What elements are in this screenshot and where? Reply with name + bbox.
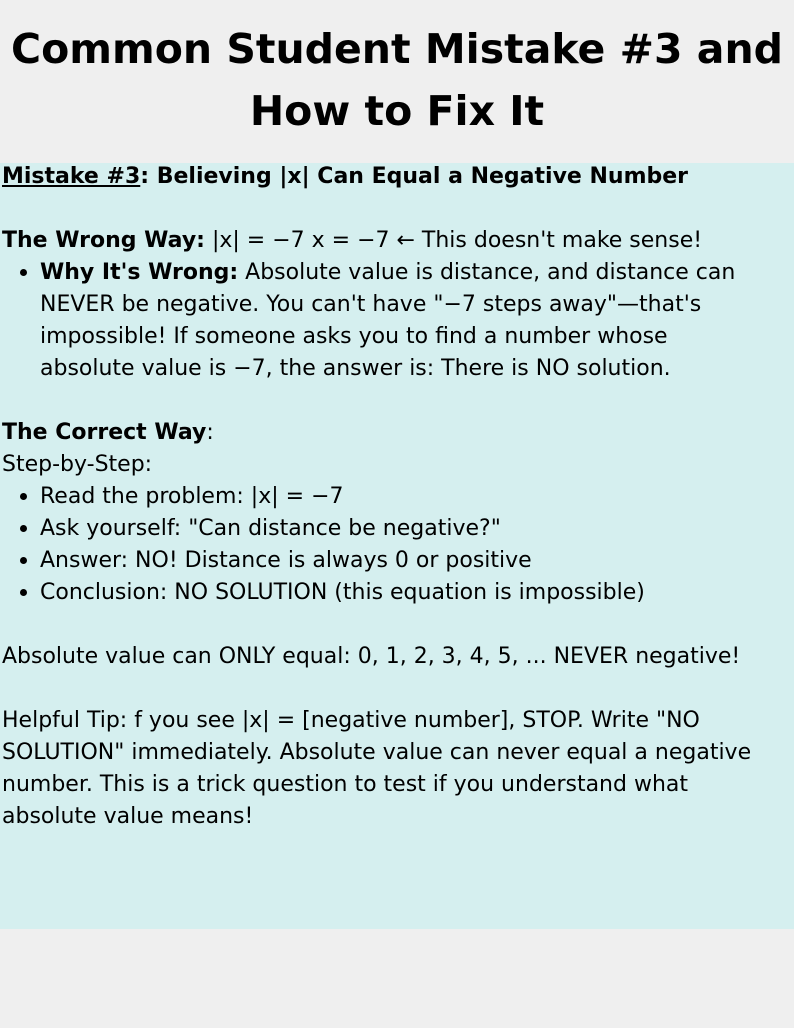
steps-list (2, 481, 792, 609)
list-item: Conclusion: NO SOLUTION (this equation is impossible) (40, 577, 792, 609)
title-line-2: How to Fix It (249, 87, 545, 135)
why-line-2: NEVER be negative. You can't have "−7 steps away"—that's (40, 292, 702, 317)
tip-line-2: SOLUTION" immediately. Absolute value can never equal a negative (2, 740, 752, 765)
spacer (2, 385, 792, 417)
wrong-way-label: The Wrong Way: (2, 228, 205, 253)
tip-line-1: Helpful Tip: f you see |x| = [negative number], STOP. Write "NO (2, 708, 700, 733)
mistake-label: Mistake #3 (2, 164, 141, 189)
step-by-step-heading: Step-by-Step: (2, 452, 153, 477)
mistake-heading (2, 161, 792, 193)
wrong-way-list (2, 257, 792, 385)
correct-way-label: The Correct Way (2, 420, 207, 445)
why-line-3: impossible! If someone asks you to find a number whose (40, 324, 668, 349)
list-item: Ask yourself: "Can distance be negative?" (40, 513, 792, 545)
content-panel (0, 163, 794, 929)
title-line-1: Common Student Mistake #3 and (11, 25, 783, 73)
list-item: Answer: NO! Distance is always 0 or positive (40, 545, 792, 577)
content-body (2, 163, 792, 833)
helpful-tip (2, 705, 792, 833)
wrong-way-text: |x| = −7 x = −7 ← This doesn't make sense! (204, 228, 703, 253)
tip-line-3: number. This is a trick question to test if you understand what (2, 772, 689, 797)
correct-way-colon: : (206, 420, 214, 445)
list-item (40, 257, 792, 385)
correct-way-heading (2, 417, 792, 449)
list-item: Read the problem: |x| = −7 (40, 481, 792, 513)
spacer (2, 193, 792, 225)
spacer (2, 609, 792, 641)
mistake-text: Believing |x| Can Equal a Negative Number (149, 164, 689, 189)
mistake-colon: : (140, 164, 150, 189)
wrong-way-line (2, 225, 792, 257)
tip-line-4: absolute value means! (2, 804, 254, 829)
spacer (2, 673, 792, 705)
why-label: Why It's Wrong: (40, 260, 239, 285)
why-line-1: Absolute value is distance, and distance can (238, 260, 736, 285)
page-title (0, 18, 794, 142)
only-equal-line: Absolute value can ONLY equal: 0, 1, 2, 3, 4, 5, ... NEVER negative! (2, 644, 741, 669)
why-line-4: absolute value is −7, the answer is: There is NO solution. (40, 356, 671, 381)
